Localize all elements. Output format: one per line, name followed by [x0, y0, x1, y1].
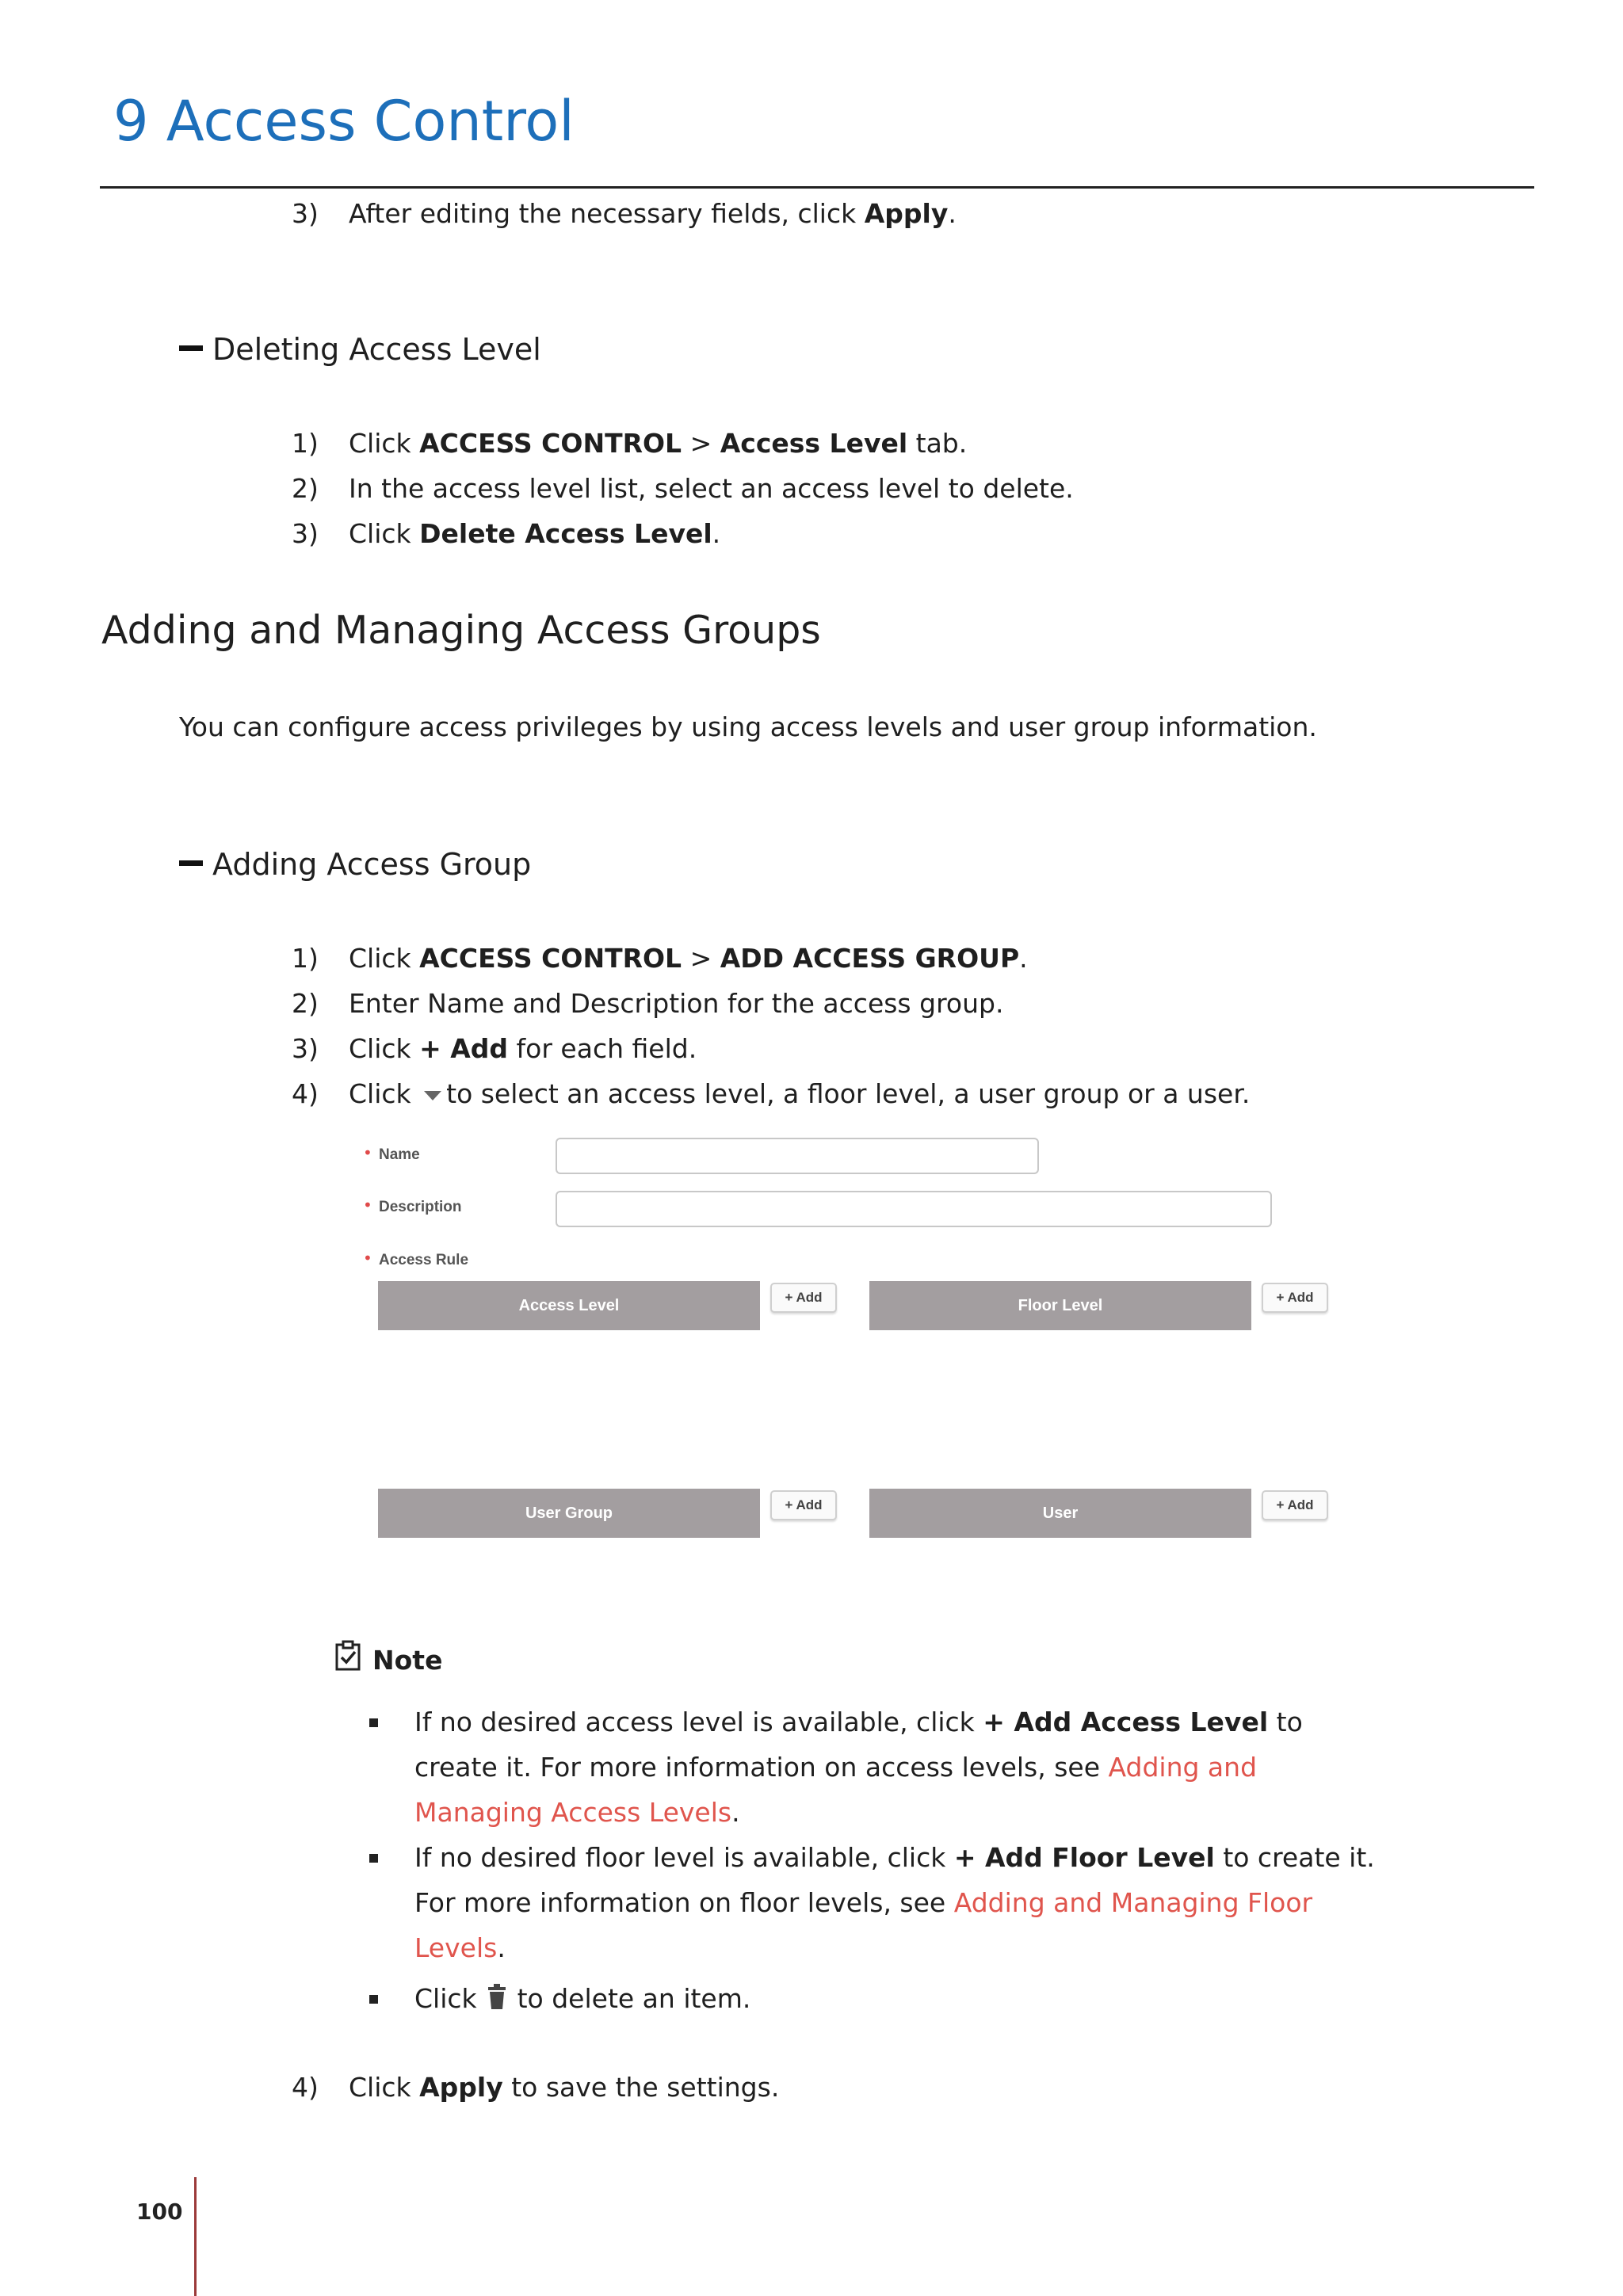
step-text: Enter Name and Description for the access group. [349, 988, 1004, 1019]
header-rule [100, 186, 1534, 189]
note-text: Managing Access Levels. [414, 1797, 740, 1828]
bullet-marker [369, 1718, 378, 1727]
add-user-group-button[interactable]: + Add [770, 1490, 837, 1520]
add-access-level-button[interactable]: + Add [770, 1283, 837, 1313]
step-text: After editing the necessary fields, click Apply. [349, 198, 957, 229]
note-text: Click to delete an item. [414, 1983, 750, 2019]
footer-bar [194, 2177, 197, 2296]
name-label: Name [379, 1146, 420, 1163]
page-number: 100 [136, 2199, 183, 2225]
step-number: 4) [292, 1078, 319, 1109]
trash-icon [487, 1983, 507, 2019]
bullet-marker [369, 1995, 378, 2004]
add-user-button[interactable]: + Add [1262, 1490, 1328, 1520]
step-number: 2) [292, 473, 319, 504]
step-number: 4) [292, 2072, 319, 2103]
user-group-header: User Group [378, 1489, 760, 1538]
required-mark: • [363, 1143, 372, 1162]
step-number: 3) [292, 1033, 319, 1064]
note-text: create it. For more information on access levels, see Adding and [414, 1752, 1258, 1783]
dash-icon [179, 860, 203, 866]
link-adding-managing-access-levels[interactable]: Managing Access Levels [414, 1797, 732, 1828]
step-number: 3) [292, 518, 319, 549]
section-intro: You can configure access privileges by using access levels and user group information. [179, 711, 1317, 742]
step-text: Click ACCESS CONTROL > ADD ACCESS GROUP. [349, 943, 1028, 974]
link-adding-managing-floor-levels[interactable]: Adding and Managing Floor [953, 1887, 1313, 1918]
chapter-title: 9 Access Control [113, 89, 575, 154]
note-text: If no desired floor level is available, click + Add Floor Level to create it. [414, 1842, 1375, 1873]
step-text: Click ACCESS CONTROL > Access Level tab. [349, 428, 968, 459]
section-title: Adding and Managing Access Groups [101, 608, 821, 653]
note-icon [335, 1640, 362, 1675]
bullet-marker [369, 1854, 378, 1863]
required-mark: • [363, 1249, 372, 1268]
note-text: For more information on floor levels, see Adding and Managing Floor [414, 1887, 1313, 1918]
step-text: Click + Add for each field. [349, 1033, 697, 1064]
note-text: Levels. [414, 1932, 506, 1963]
step-number: 3) [292, 198, 319, 229]
name-field[interactable] [556, 1138, 1039, 1174]
deleting-heading: Deleting Access Level [179, 331, 541, 368]
link-adding-managing-floor-levels[interactable]: Levels [414, 1932, 498, 1963]
description-field[interactable] [556, 1191, 1272, 1227]
dropdown-arrow-icon [424, 1091, 441, 1100]
step-text: Click Apply to save the settings. [349, 2072, 780, 2103]
add-floor-level-button[interactable]: + Add [1262, 1283, 1328, 1313]
step-number: 1) [292, 428, 319, 459]
floor-level-header: Floor Level [869, 1281, 1251, 1330]
required-mark: • [363, 1196, 372, 1215]
step-text: Click Delete Access Level. [349, 518, 721, 549]
step-text: In the access level list, select an access level to delete. [349, 473, 1074, 504]
adding-heading: Adding Access Group [179, 846, 531, 883]
step-text: Click to select an access level, a floor level, a user group or a user. [349, 1078, 1251, 1109]
user-header: User [869, 1489, 1251, 1538]
step-number: 1) [292, 943, 319, 974]
description-label: Description [379, 1199, 462, 1215]
note-text: If no desired access level is available, click + Add Access Level to [414, 1707, 1303, 1737]
access-level-header: Access Level [378, 1281, 760, 1330]
note-title: Note [372, 1645, 443, 1676]
step-number: 2) [292, 988, 319, 1019]
access-rule-label: Access Rule [379, 1252, 469, 1268]
dash-icon [179, 345, 203, 351]
link-adding-managing-access-levels[interactable]: Adding and [1108, 1752, 1258, 1783]
